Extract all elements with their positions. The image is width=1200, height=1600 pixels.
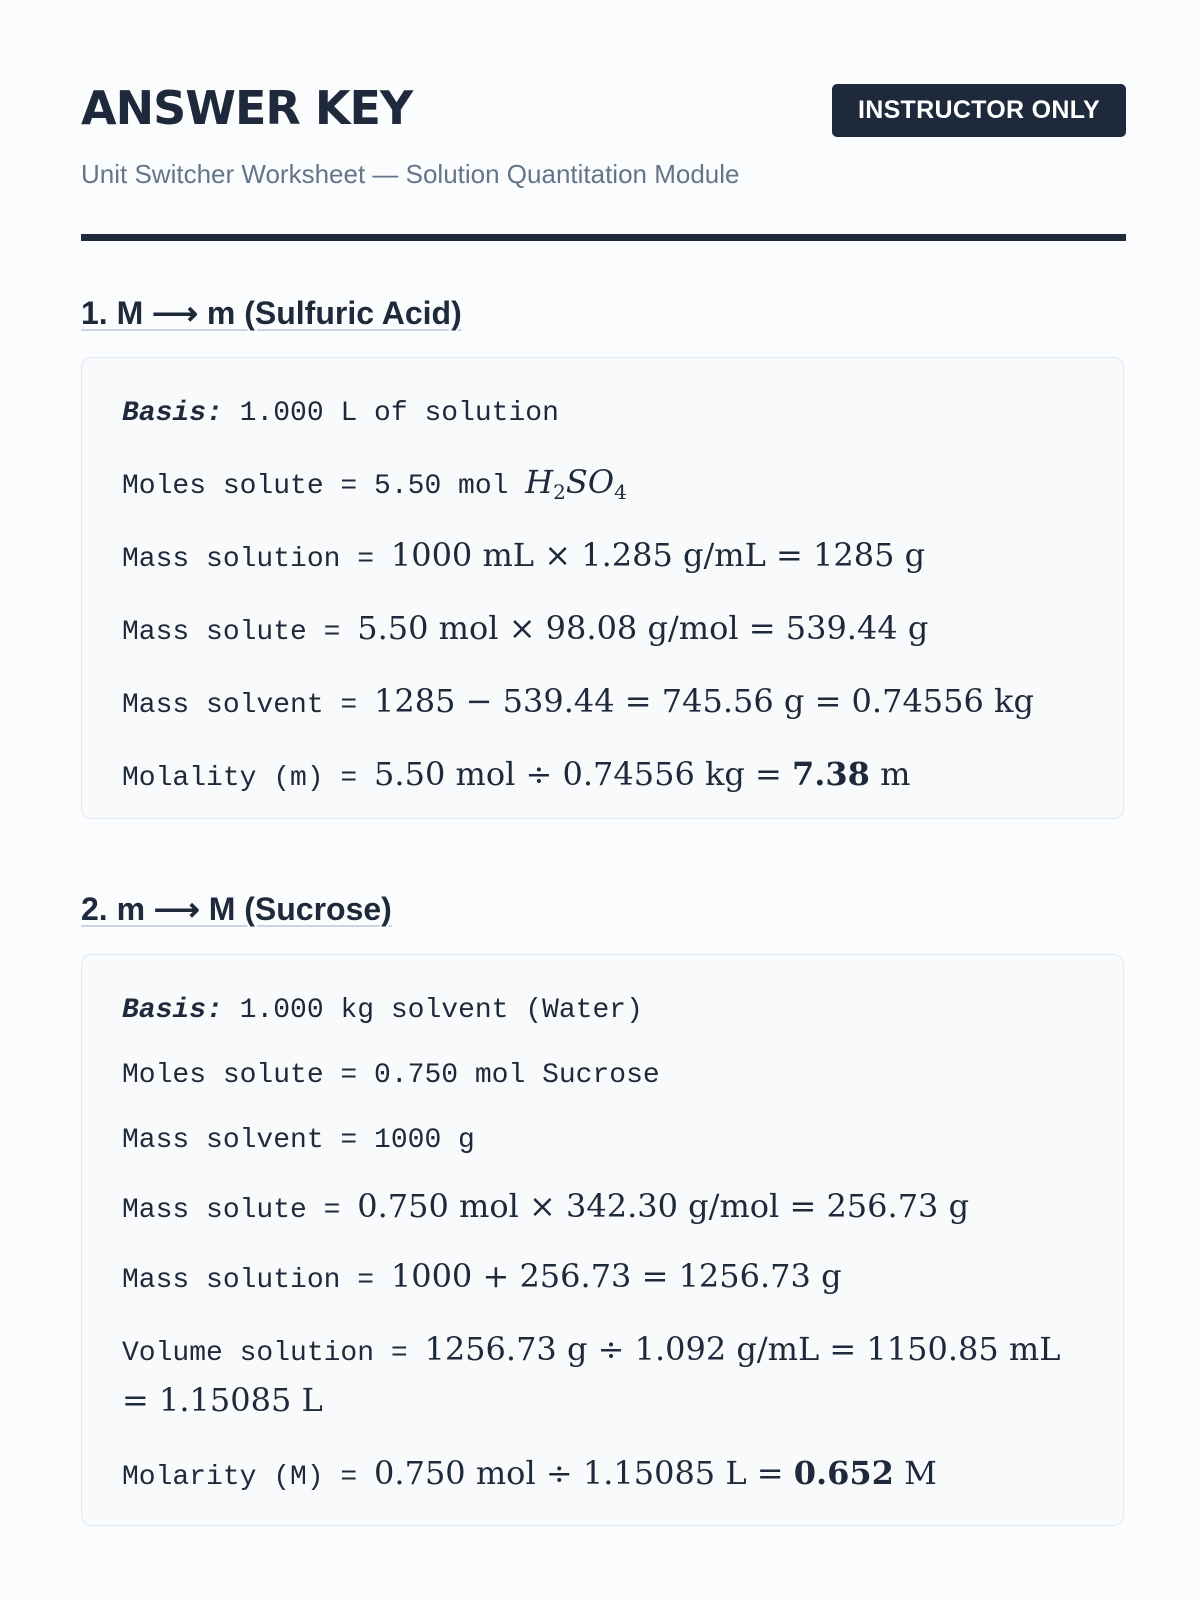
molality-unit: m (869, 755, 911, 793)
section-1-heading: 1. M ⟶ m (Sulfuric Acid) (81, 295, 462, 331)
s2-molarity-line (122, 1453, 1083, 1498)
mass-solute-text: Mass solute = (122, 1195, 358, 1226)
s2-volume-line (122, 1326, 1083, 1428)
mass-solution-text: Mass solution = (122, 544, 391, 575)
mass-solute-math: 0.750 mol × 342.30 g/mol = 256.73 g (357, 1187, 970, 1225)
s2-mass-solvent-line (122, 1121, 1083, 1161)
moles-text: Moles solute = 0.750 mol Sucrose (122, 1060, 660, 1091)
answer-key-page (81, 0, 1126, 1493)
section-2-work-box (81, 954, 1124, 1526)
basis-text: 1.000 kg solvent (Water) (222, 995, 643, 1026)
moles-text: Moles solute = 5.50 mol (122, 471, 526, 502)
formula-h2so4 (525, 463, 627, 504)
molality-text: Molality (m) = (122, 763, 375, 794)
mass-solvent-text: Mass solvent = (122, 690, 375, 721)
volume-text: Volume solution = (122, 1338, 425, 1369)
mass-solution-math: 1000 + 256.73 = 1256.73 g (390, 1257, 842, 1295)
s2-mass-solution-line (122, 1256, 1083, 1301)
s2-basis-line (122, 991, 1083, 1031)
formula-sub-2: 2 (553, 480, 566, 504)
page-subtitle: Unit Switcher Worksheet — Solution Quantitation Module (81, 159, 740, 189)
instructor-only-badge: INSTRUCTOR ONLY (832, 84, 1126, 137)
molality-result: 7.38 (792, 755, 870, 793)
molarity-text: Molarity (M) = (122, 1462, 375, 1493)
molarity-unit: M (893, 1454, 937, 1492)
mass-solution-math: 1000 mL × 1.285 g/mL = 1285 g (390, 536, 926, 574)
page-title: ANSWER KEY (81, 81, 413, 135)
mass-solute-math: 5.50 mol × 98.08 g/mol = 539.44 g (357, 609, 929, 647)
basis-label: Basis: (122, 995, 223, 1026)
mass-solution-text: Mass solution = (122, 1265, 391, 1296)
molality-math (374, 755, 910, 793)
mass-solvent-math: 1285 − 539.44 = 745.56 g = 0.74556 kg (374, 682, 1034, 720)
formula-h: H (525, 463, 554, 501)
s1-mass-solvent-line (122, 681, 1083, 726)
mass-solvent-text: Mass solvent = 1000 g (122, 1125, 475, 1156)
molarity-result: 0.652 (793, 1454, 894, 1492)
formula-sub-4: 4 (614, 480, 627, 504)
molarity-math (374, 1454, 937, 1492)
header-divider (81, 234, 1126, 241)
header (81, 0, 1126, 240)
section-1-work-box (81, 357, 1124, 819)
s2-mass-solute-line (122, 1186, 1083, 1231)
molality-expression: 5.50 mol ÷ 0.74556 kg = (374, 755, 792, 793)
formula-so: SO (565, 463, 615, 501)
s1-mass-solute-line (122, 608, 1083, 653)
s1-mass-solution-line (122, 535, 1083, 580)
molarity-expression: 0.750 mol ÷ 1.15085 L = (374, 1454, 794, 1492)
basis-text: 1.000 L of solution (222, 398, 559, 429)
section-2-heading: 2. m ⟶ M (Sucrose) (81, 891, 392, 927)
volume-math: 1256.73 g ÷ 1.092 g/mL = 1150.85 mL = 1.15085 L (122, 1330, 1061, 1419)
s1-molality-line (122, 754, 1083, 799)
mass-solute-text: Mass solute = (122, 617, 358, 648)
basis-label: Basis: (122, 398, 223, 429)
s1-moles-line (122, 462, 1083, 507)
s2-moles-line (122, 1056, 1083, 1096)
s1-basis-line (122, 394, 1083, 434)
